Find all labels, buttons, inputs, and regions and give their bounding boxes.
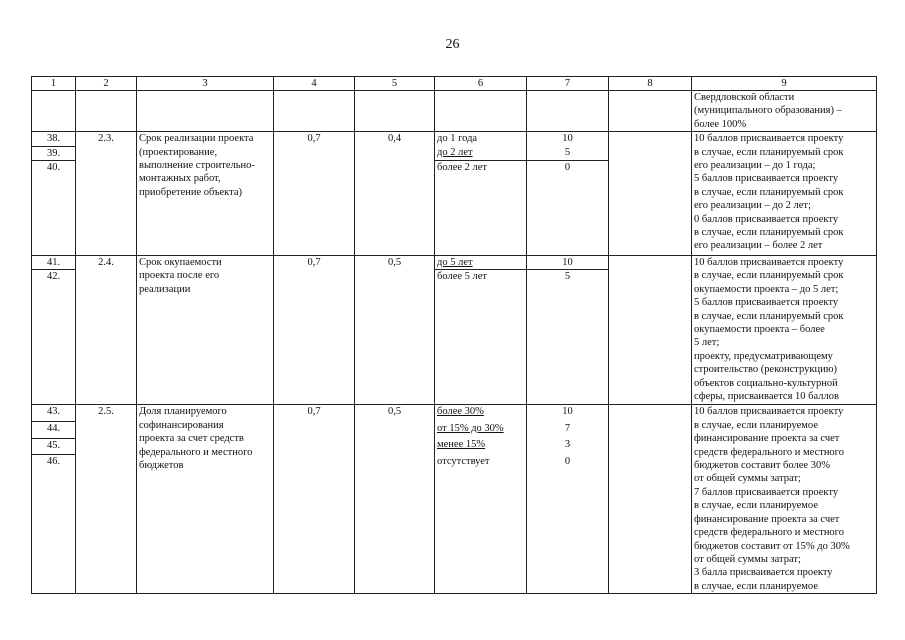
empty-cell — [609, 405, 692, 594]
header-cell: 4 — [274, 77, 355, 91]
header-row — [32, 77, 877, 91]
row-number: 41. — [32, 256, 76, 270]
condition-cell: до 5 лет — [435, 256, 527, 270]
condition-cell: более 30% — [435, 405, 527, 422]
condition-cell: более 2 лет — [435, 161, 527, 256]
criterion-cell: Срок окупаемости проекта после его реализации — [137, 256, 274, 405]
note-cell: 10 баллов присваивается проекту в случае, если планируемый срок окупаемости проекта – до 5 лет; 5 баллов присваивается проекту в случае, если планируемый срок окупаемости проекта – более 5 лет; проекту, предусматривающему строительство (реконструкцию) объектов социально-культурной сферы, присваивается 10 баллов — [692, 256, 877, 405]
section-number: 2.5. — [76, 405, 137, 594]
table-row — [32, 91, 877, 132]
score-cell: 10 — [527, 132, 609, 146]
note-cell: 10 баллов присваивается проекту в случае, если планируемый срок его реализации – до 1 года; 5 баллов присваивается проекту в случае, если планируемый срок его реализации – до 2 лет; 0 баллов присваивается проекту в случае, если планируемый срок его реализации – более 2 лет — [692, 132, 877, 256]
weight-cell: 0,7 — [274, 405, 355, 594]
coef-cell: 0,5 — [355, 256, 435, 405]
row-number: 45. — [32, 438, 76, 455]
condition-cell: менее 15% — [435, 438, 527, 455]
row-number: 46. — [32, 455, 76, 594]
criterion-cell: Срок реализации проекта (проектирование, выполнение строительно- монтажных работ, приобретение объекта) — [137, 132, 274, 256]
score-cell: 3 — [527, 438, 609, 455]
row-number: 44. — [32, 422, 76, 439]
weight-cell: 0,7 — [274, 256, 355, 405]
header-cell: 2 — [76, 77, 137, 91]
table-row — [32, 256, 877, 270]
empty-cell — [609, 132, 692, 256]
score-cell: 5 — [527, 146, 609, 160]
coef-cell: 0,4 — [355, 132, 435, 256]
table-row — [32, 132, 877, 146]
weight-cell: 0,7 — [274, 132, 355, 256]
score-cell: 0 — [527, 161, 609, 256]
condition-cell: до 1 года — [435, 132, 527, 146]
score-cell: 5 — [527, 270, 609, 405]
score-cell: 10 — [527, 405, 609, 422]
row-number: 38. — [32, 132, 76, 146]
section-number: 2.3. — [76, 132, 137, 256]
row-number: 40. — [32, 161, 76, 256]
header-cell: 1 — [32, 77, 76, 91]
criteria-table — [31, 76, 877, 594]
header-cell: 9 — [692, 77, 877, 91]
note-cell: Свердловской области (муниципального образования) – более 100% — [692, 91, 877, 132]
empty-cell — [609, 256, 692, 405]
row-number: 42. — [32, 270, 76, 405]
header-cell: 6 — [435, 77, 527, 91]
condition-cell: более 5 лет — [435, 270, 527, 405]
condition-cell: отсутствует — [435, 455, 527, 594]
condition-cell: до 2 лет — [435, 146, 527, 160]
score-cell: 7 — [527, 422, 609, 439]
page-number: 26 — [445, 37, 460, 52]
row-number: 43. — [32, 405, 76, 422]
criterion-cell: Доля планируемого софинансирования проекта за счет средств федерального и местного бюджетов — [137, 405, 274, 594]
header-cell: 7 — [527, 77, 609, 91]
condition-cell: от 15% до 30% — [435, 422, 527, 439]
header-cell: 3 — [137, 77, 274, 91]
section-number: 2.4. — [76, 256, 137, 405]
header-cell: 5 — [355, 77, 435, 91]
row-number: 39. — [32, 146, 76, 160]
header-cell: 8 — [609, 77, 692, 91]
note-cell: 10 баллов присваивается проекту в случае, если планируемое финансирование проекта за счет средств федерального и местного бюджетов составит более 30% от общей суммы затрат; 7 баллов присваивается проекту в случае, если планируемое финансирование проекта за счет средств федерального и местного бюджетов составит от 15% до 30% от общей суммы затрат; 3 балла присваивается проекту в случае, если планируемое — [692, 405, 877, 594]
score-cell: 0 — [527, 455, 609, 594]
coef-cell: 0,5 — [355, 405, 435, 594]
table-row — [32, 405, 877, 422]
score-cell: 10 — [527, 256, 609, 270]
